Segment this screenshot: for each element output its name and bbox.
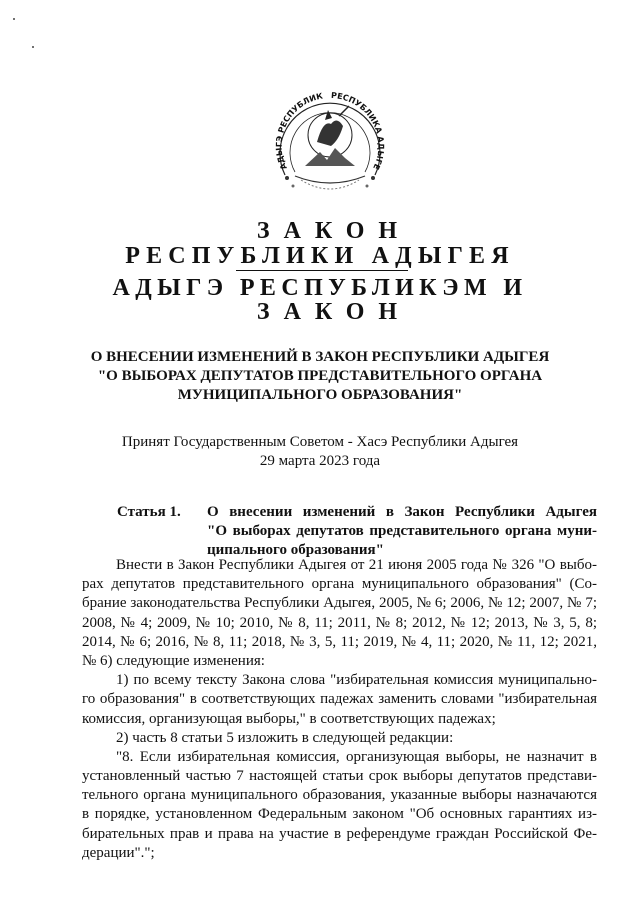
article-title [207,503,597,560]
law-subject-line: О ВНЕСЕНИИ ИЗМЕНЕНИЙ В ЗАКОН РЕСПУБЛИКИ АДЫГЕЯ [90,349,550,365]
emblem-text-right: РЕСПУБЛИКА АДЫГЕ [330,90,386,171]
article-body [82,556,597,863]
law-subject-line: МУНИЦИПАЛЬНОГО ОБРАЗОВАНИЯ" [177,387,463,403]
scan-speck [32,46,34,48]
body-line: установленный частью 7 настоящей статьи срок выборы депутатов представи- [82,768,597,785]
body-line: рах депутатов представительного органа муниципального образования" (Со- [82,576,597,593]
emblem-icon [265,80,395,210]
emblem-text-left: АДЫГЭ РЕСПУБЛИК [274,91,324,171]
adoption-date: 29 марта 2023 года [259,453,381,469]
body-line: № 6) следующие изменения: [82,652,265,669]
law-title-line3: АДЫГЭ РЕСПУБЛИКЭМ И [112,275,528,301]
body-line: 1) по всему тексту Закона слова "избирательная комиссия муниципально- [116,672,597,689]
title-divider [236,270,408,271]
article-title-line: О внесении изменений в Закон Республики Адыгея [207,504,597,520]
body-line: тельного органа муниципального образования, указанные выборы назначаются [82,787,597,804]
body-line: в порядке, установленном Федеральным законом "Об основных гарантиях из- [82,806,597,823]
body-line: Внести в Закон Республики Адыгея от 21 июня 2005 года № 326 "О выбо- [116,557,597,573]
body-line: 2014, № 6; 2016, № 8, 11; 2018, № 3, 5, 11; 2019, № 4, 11; 2020, № 11, 12; 2021, [82,633,597,650]
body-line: 2008, № 4; 2009, № 10; 2010, № 8, 11; 2011, № 8; 2012, № 12; 2013, № 3, 5, 8; [82,614,597,631]
law-subject-line: "О ВЫБОРАХ ДЕПУТАТОВ ПРЕДСТАВИТЕЛЬНОГО ОРГАНА [97,368,543,384]
adoption-line: Принят Государственным Советом - Хасэ Республики Адыгея [121,434,519,450]
article-title-line: ципального образования" [207,542,384,558]
scan-speck [13,18,15,20]
body-line: го образования" в соответствующих падежах заменить словами "избирательная [82,691,597,708]
body-line: комиссия, организующая выборы," в соответствующих падежах; [82,710,496,727]
law-title-line2: РЕСПУБЛИКИ АДЫГЕЯ [125,243,515,269]
adoption-note [0,433,640,471]
law-title-line1: ЗАКОН [256,218,412,244]
article-title-line: "О выборах депутатов представительного органа муни- [207,523,597,539]
body-line: бирательных прав и права на участие в референдуме граждан Российской Фе- [82,825,597,842]
law-subject [0,348,640,405]
body-line: брание законодательства Республики Адыгея, 2005, № 6; 2006, № 12; 2007, № 7; [82,595,597,612]
body-line: 2) часть 8 статьи 5 изложить в следующей редакции: [116,729,454,746]
article-number: Статья 1. [117,504,181,520]
body-line: дерации"."; [82,844,155,861]
body-line: "8. Если избирательная комиссия, организующая выборы, не назначит в [116,748,597,765]
coat-of-arms-emblem [265,80,395,210]
law-title-line4: ЗАКОН [256,299,412,325]
